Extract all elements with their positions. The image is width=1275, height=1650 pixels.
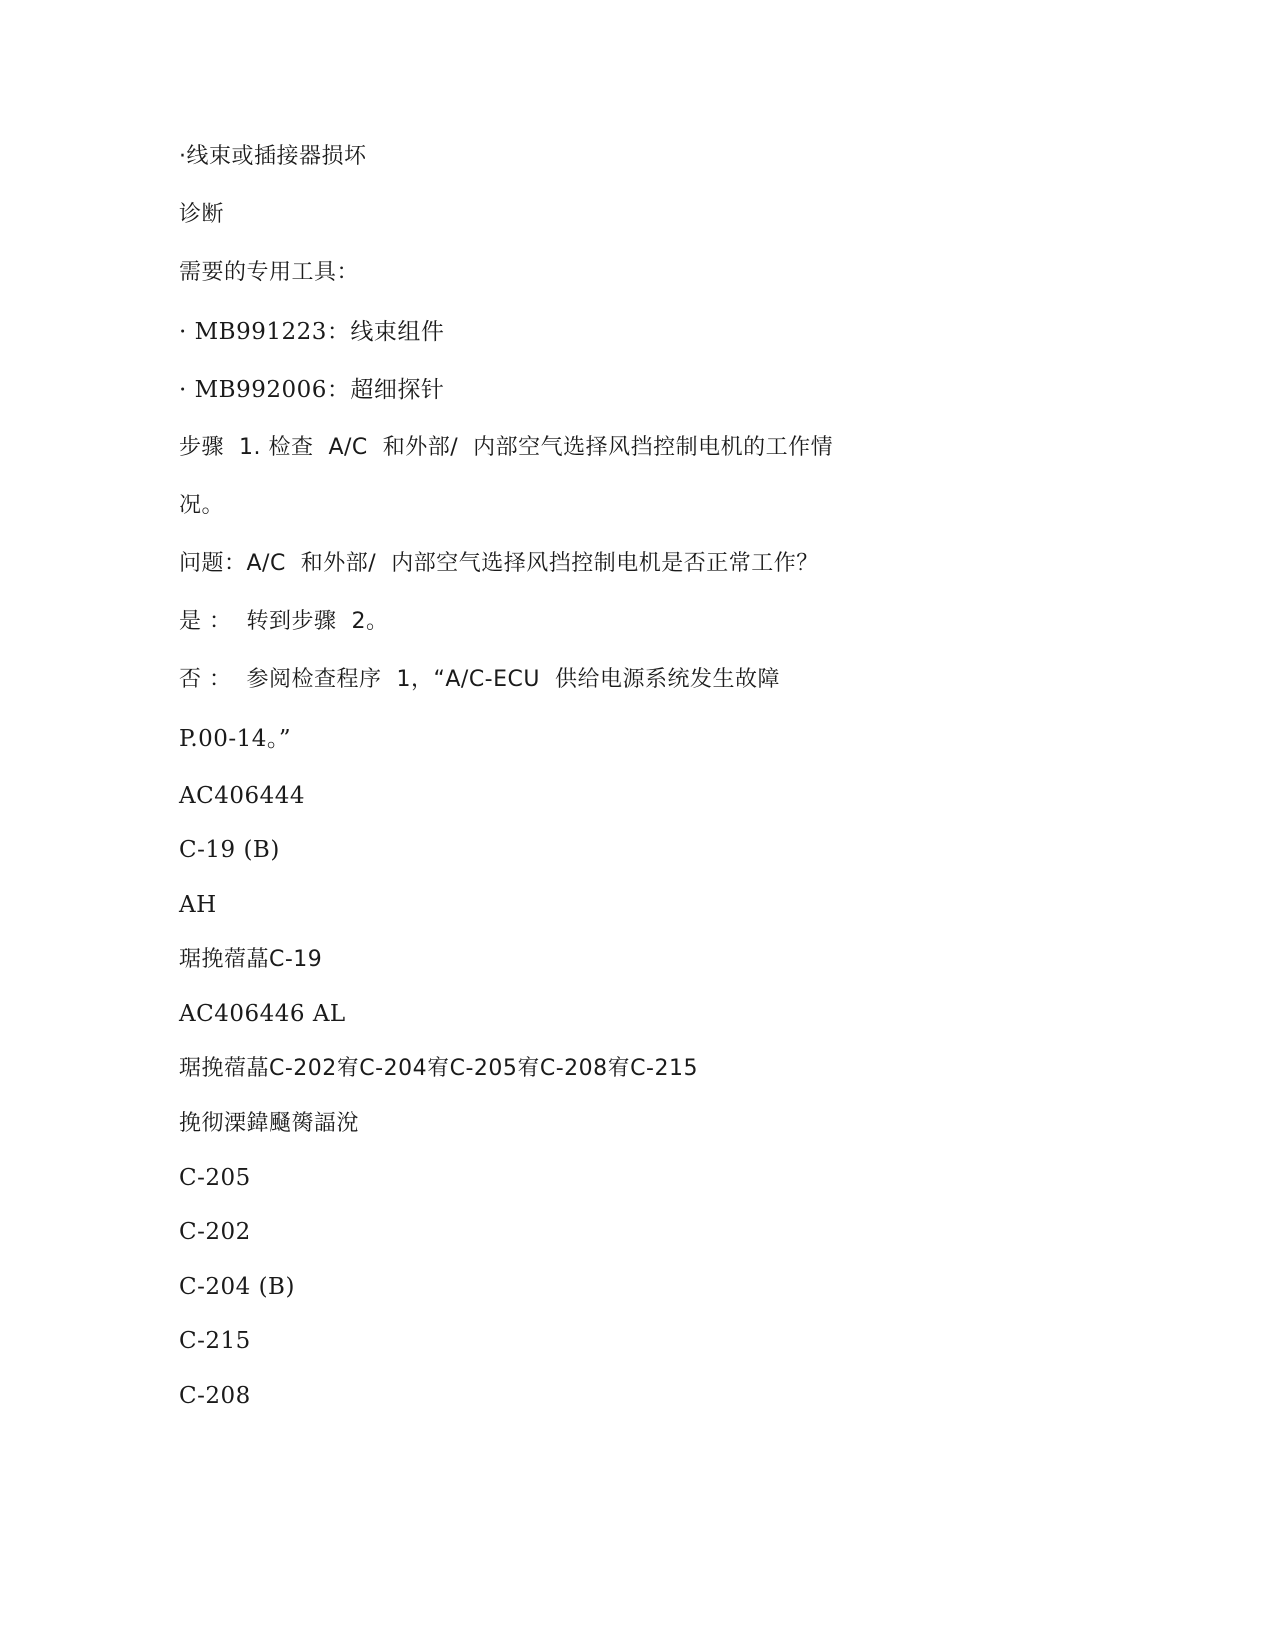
text-line-c215: C-215 (179, 1328, 251, 1354)
text-line-step-1-cont: 况。 (179, 493, 225, 518)
text-line-garbled-c19: 琚挽蓿蕌C-19 (179, 947, 323, 972)
text-line-damaged-harness: ·线束或插接器损坏 (179, 144, 367, 169)
text-line-tool-mb991223: · MB991223：线束组件 (179, 319, 445, 345)
text-line-garbled-connectors: 琚挽蓿蕌C-202宥C-204宥C-205宥C-208宥C-215 (179, 1056, 698, 1081)
text-line-c19b: C-19 (B) (179, 837, 280, 863)
text-line-ah: AH (179, 892, 217, 918)
text-line-tool-mb992006: · MB992006：超细探针 (179, 377, 445, 403)
text-line-diagnosis: 诊断 (179, 202, 225, 227)
text-line-yes: 是 ： 转到步骤 2。 (179, 609, 389, 634)
text-line-step-1: 步骤 1. 检查 A/C 和外部/ 内部空气选择风挡控制电机的工作情 (179, 435, 834, 460)
text-line-c208: C-208 (179, 1383, 251, 1409)
text-line-c205: C-205 (179, 1165, 251, 1191)
text-line-question: 问题：A/C 和外部/ 内部空气选择风挡控制电机是否正常工作？ (179, 551, 819, 576)
text-line-special-tools: 需要的专用工具： (179, 260, 360, 285)
text-line-ac406446: AC406446 AL (179, 1001, 346, 1027)
text-line-no-cont: P.00-14。” (179, 726, 292, 752)
text-line-c202: C-202 (179, 1219, 251, 1245)
text-line-c204b: C-204 (B) (179, 1274, 295, 1300)
text-line-ac406444: AC406444 (179, 783, 306, 809)
text-line-garbled-text: 挽彻溧鍏颾膐諨涗 (179, 1111, 360, 1136)
text-line-no: 否 ： 参阅检查程序 1，“A/C-ECU 供给电源系统发生故障 (179, 667, 780, 692)
